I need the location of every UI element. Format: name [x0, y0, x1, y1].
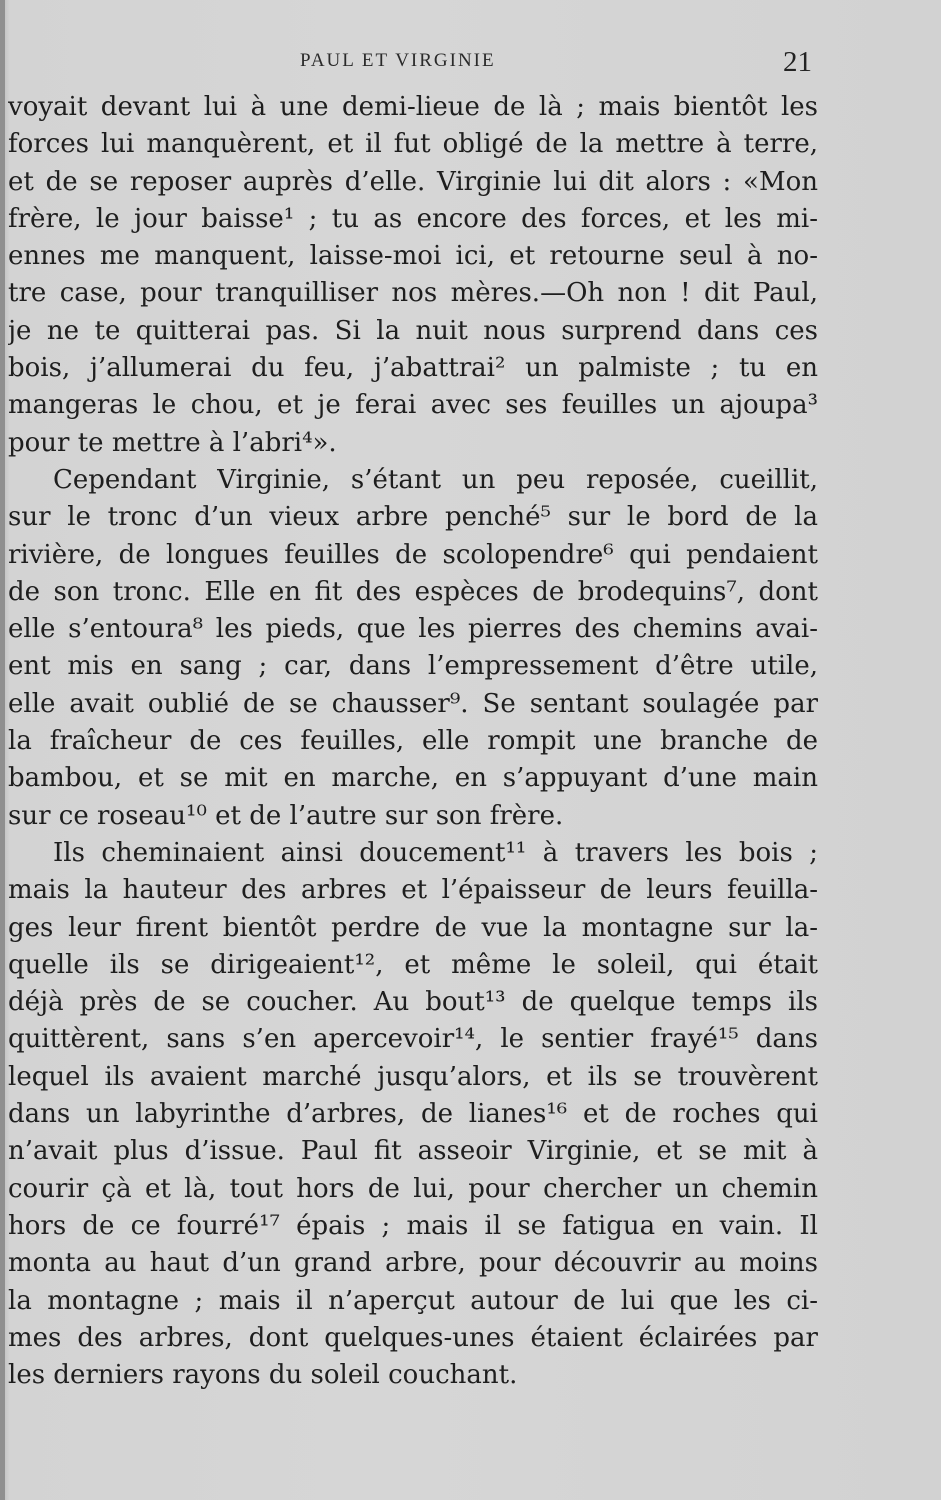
text-line: elle s’entoura⁸ les pieds, que les pierres des chemins avai-: [8, 614, 818, 645]
running-title: PAUL ET VIRGINIE: [300, 50, 496, 71]
text-line: mes des arbres, dont quelques-unes étaient éclairées par: [8, 1322, 818, 1353]
text-line: ges leur firent bientôt perdre de vue la montagne sur la-: [8, 912, 818, 943]
text-line: monta au haut d’un grand arbre, pour découvrir au moins: [8, 1248, 818, 1279]
text-line: lequel ils avaient marché jusqu’alors, et ils se trouvèrent: [8, 1061, 818, 1092]
text-line: de son tronc. Elle en fit des espèces de brodequins⁷, dont: [8, 576, 818, 607]
text-line: bambou, et se mit en marche, en s’appuyant d’une main: [8, 763, 818, 794]
text-line: quittèrent, sans s’en apercevoir¹⁴, le sentier frayé¹⁵ dans: [8, 1024, 818, 1055]
text-line: sur le tronc d’un vieux arbre penché⁵ sur le bord de la: [8, 502, 818, 533]
text-line: et de se reposer auprès d’elle. Virginie lui dit alors : «Mon: [8, 166, 818, 197]
text-line: déjà près de se coucher. Au bout¹³ de quelque temps ils: [8, 987, 818, 1018]
text-line: mangeras le chou, et je ferai avec ses feuilles un ajoupa³: [8, 390, 818, 421]
text-line: pour te mettre à l’abri⁴».: [8, 427, 337, 458]
text-line: les derniers rayons du soleil couchant.: [8, 1360, 518, 1391]
text-line: quelle ils se dirigeaient¹², et même le soleil, qui était: [8, 949, 818, 980]
text-line: la fraîcheur de ces feuilles, elle rompit une branche de: [8, 726, 818, 757]
page-gutter-edge: [0, 0, 5, 1500]
running-head: [0, 46, 941, 76]
text-line: ent mis en sang ; car, dans l’empressement d’être utile,: [8, 651, 818, 682]
page-number: 21: [783, 46, 812, 78]
text-line: mais la hauteur des arbres et l’épaisseur de leurs feuilla-: [8, 875, 818, 906]
text-line: la montagne ; mais il n’aperçut autour de lui que les ci-: [8, 1285, 818, 1316]
text-line: hors de ce fourré¹⁷ épais ; mais il se fatigua en vain. Il: [8, 1210, 818, 1241]
text-line: tre case, pour tranquilliser nos mères.—Oh non ! dit Paul,: [8, 278, 818, 309]
text-line: courir çà et là, tout hors de lui, pour chercher un chemin: [8, 1173, 818, 1204]
text-line: dans un labyrinthe d’arbres, de lianes¹⁶ et de roches qui: [8, 1099, 818, 1130]
text-line: je ne te quitterai pas. Si la nuit nous surprend dans ces: [8, 315, 818, 346]
text-line: elle avait oublié de se chausser⁹. Se sentant soulagée par: [8, 688, 818, 719]
paragraph-first-line: Cependant Virginie, s’étant un peu reposée, cueillit,: [53, 464, 818, 495]
text-line: sur ce roseau¹⁰ et de l’autre sur son frère.: [8, 800, 564, 831]
body-text: [8, 89, 818, 1394]
text-line: ennes me manquent, laisse-moi ici, et retourne seul à no-: [8, 241, 818, 272]
text-line: frère, le jour baisse¹ ; tu as encore des forces, et les mi-: [8, 203, 818, 234]
text-line: voyait devant lui à une demi-lieue de là ; mais bientôt les: [8, 92, 818, 122]
text-line: n’avait plus d’issue. Paul fit asseoir Virginie, et se mit à: [8, 1136, 818, 1167]
text-line: forces lui manquèrent, et il fut obligé de la mettre à terre,: [8, 129, 818, 160]
text-line: rivière, de longues feuilles de scolopendre⁶ qui pendaient: [8, 539, 818, 570]
text-line: bois, j’allumerai du feu, j’abattrai² un palmiste ; tu en: [8, 353, 818, 384]
paragraph-first-line: Ils cheminaient ainsi doucement¹¹ à travers les bois ;: [53, 837, 818, 868]
